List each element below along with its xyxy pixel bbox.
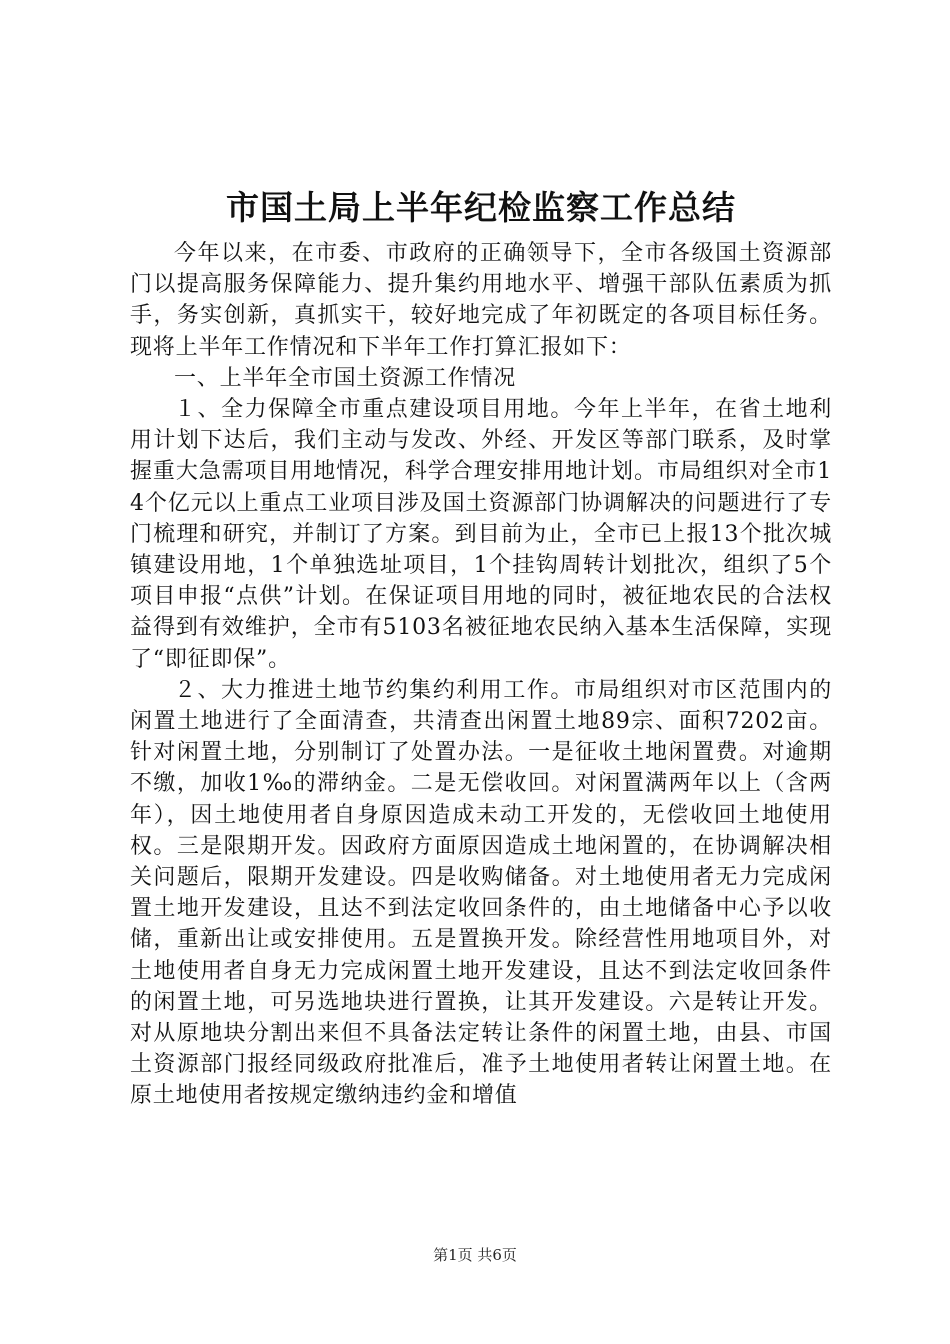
document-title: 市国土局上半年纪检监察工作总结 (226, 188, 736, 227)
intro-paragraph: 今年以来，在市委、市政府的正确领导下，全市各级国土资源部门以提高服务保障能力、提升集约用地水平、增强干部队伍素质为抓手，务实创新，真抓实干，较好地完成了年初既定的各项目标任务。现将上半年工作情况和下半年工作打算汇报如下： (130, 241, 832, 360)
section-heading: 一、上半年全市国土资源工作情况 (174, 365, 517, 391)
document-body (130, 186, 832, 1112)
paragraph-2: ２、大力推进土地节约集约利用工作。市局组织对市区范围内的闲置土地进行了全面清查，共清查出闲置土地89宗、面积7202亩。针对闲置土地，分别制订了处置办法。一是征收土地闲置费。对逾期不缴，加收1‰的滞纳金。二是无偿收回。对闲置满两年以上（含两年），因土地使用者自身原因造成未动工开发的，无偿收回土地使用权。三是限期开发。因政府方面原因造成土地闲置的，在协调解决相关问题后，限期开发建设。四是收购储备。对土地使用者无力完成闲置土地开发建设，且达不到法定收回条件的，由土地储备中心予以收储，重新出让或安排使用。五是置换开发。除经营性用地项目外，对土地使用者自身无力完成闲置土地开发建设，且达不到法定收回条件的闲置土地，可另选地块进行置换，让其开发建设。六是转让开发。对从原地块分割出来但不具备法定转让条件的闲置土地，由县、市国土资源部门报经同级政府批准后，准予土地使用者转让闲置土地。在原土地使用者按规定缴纳违约金和增值 (130, 677, 832, 1109)
paragraph-1: １、全力保障全市重点建设项目用地。今年上半年，在省土地利用计划下达后，我们主动与发改、外经、开发区等部门联系，及时掌握重大急需项目用地情况，科学合理安排用地计划。市局组织对全市14个亿元以上重点工业项目涉及国土资源部门协调解决的问题进行了专门梳理和研究，并制订了方案。到目前为止，全市已上报13个批次城镇建设用地，1个单独选址项目，1个挂钩周转计划批次，组织了5个项目申报“点供”计划。在保证项目用地的同时，被征地农民的合法权益得到有效维护，全市有5103名被征地农民纳入基本生活保障，实现了“即征即保”。 (130, 397, 832, 672)
page-number: 第1页 共6页 (433, 1246, 517, 1264)
